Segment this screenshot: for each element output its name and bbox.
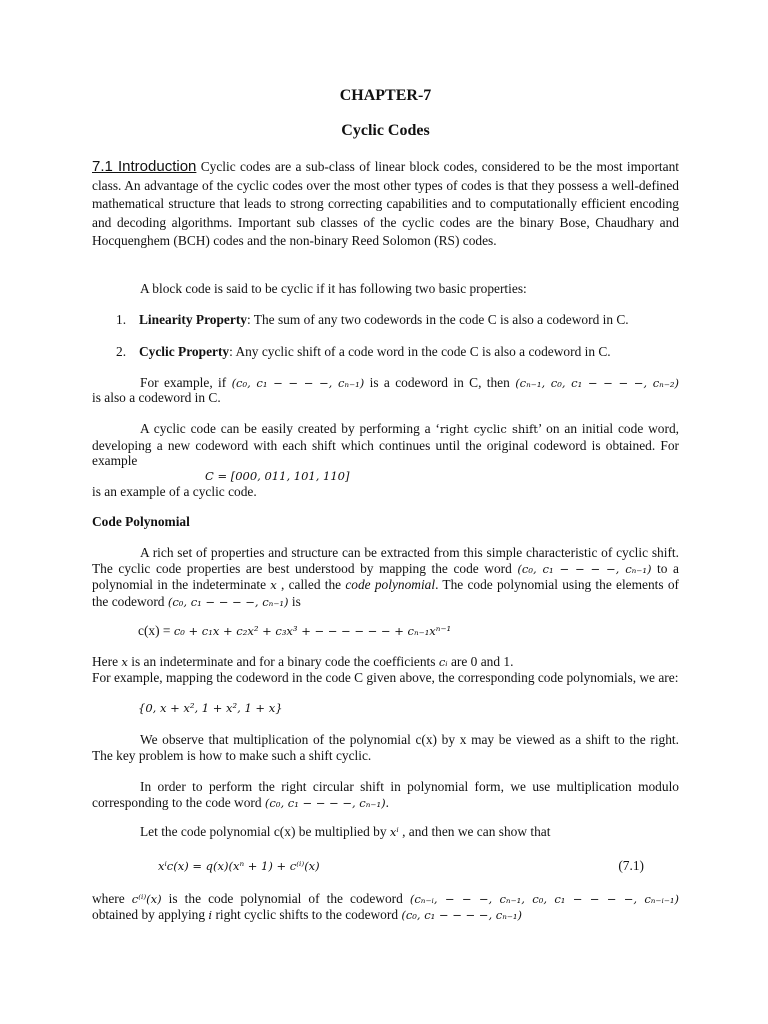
chapter-label: CHAPTER-7: [339, 87, 432, 104]
modulo-paragraph: [92, 779, 679, 811]
poly-text: A rich set of properties and structure can be extracted from this simple characteristic of cyclic shift. The cyclic code properties are best understood by mapping the code word: [92, 545, 679, 576]
property-item-linearity: [116, 311, 679, 329]
intro-text: Cyclic codes are a sub-class of linear block codes, considered to be the most important class. An advantage of the cyclic codes over the most other types of codes is that they possess a well-defined mathematical structure that leads to strong correcting capabilities and to computationally efficient encoding and decoding algorithms. Important sub classes of the cyclic codes are the binary Bose, Chaudhary and Hocquenghem (BCH) codes and the non-binary Reed Solomon (RS) codes.: [92, 159, 679, 248]
poly-text: Let the code polynomial c(x) be multiplied by: [140, 824, 390, 839]
indeterminate-paragraph: [92, 654, 679, 671]
math-codeword: (c₀, c₁ − − − −, cₙ₋₁): [517, 561, 652, 576]
math-shifted-polynomial: c⁽ⁱ⁾(x): [131, 892, 162, 906]
math-polynomial-set: {0, x + x², 1 + x², 1 + x}: [138, 701, 283, 715]
document-page: [92, 0, 679, 1024]
shift-text: ’ on an initial code word, developing a new codeword with each shift which continues until the original codeword is obtained. For example: [92, 421, 679, 468]
right-cyclic-shift-term: right cyclic shift: [439, 422, 538, 436]
poly-text: right cyclic shifts to the codeword: [212, 907, 402, 922]
poly-text: .: [385, 794, 389, 810]
equation-7-1: [158, 857, 679, 875]
poly-text: where: [92, 891, 132, 906]
math-shifted-codeword: (cₙ₋ᵢ, − − −, cₙ₋₁, c₀, c₁ − − − −, cₙ₋ᵢ₋₁): [409, 892, 679, 906]
poly-text: is an indeterminate and for a binary code the coefficients: [127, 654, 439, 669]
multiply-paragraph: [92, 824, 679, 841]
code-set: [205, 467, 349, 485]
shift-paragraph: [92, 421, 679, 469]
math-coefficient: cᵢ: [438, 655, 448, 669]
math-code-set: C = [000, 011, 101, 110]: [205, 469, 350, 483]
section-heading: 7.1 Introduction: [92, 158, 197, 175]
equation-lhs: c(x) =: [138, 623, 174, 638]
math-codeword: (c₀, c₁ − − − −, cₙ₋₁): [264, 795, 386, 810]
example-text: For example, if: [140, 375, 232, 390]
multiplication-paragraph: We observe that multiplication of the polynomial c(x) by x may be viewed as a shift to the right. The key problem is how to make such a shift cyclic.: [92, 732, 679, 763]
example-text: is a codeword in C, then: [364, 375, 516, 390]
poly-text: is: [288, 593, 301, 609]
polynomial-set: [138, 699, 283, 717]
equation-number: (7.1): [618, 858, 644, 873]
equation-rhs: c₀ + c₁x + c₂x² + c₃x³ + − − − − − − + cₙ₋₁xⁿ⁻¹: [173, 624, 452, 638]
mapping-paragraph: For example, mapping the codeword in the code C given above, the corresponding code polynomials, we are:: [92, 670, 679, 685]
list-number: 1.: [116, 312, 127, 327]
code-polynomial-heading: Code Polynomial: [92, 514, 190, 529]
poly-text: In order to perform the right circular shift in polynomial form, we use multiplication modulo corresponding to the code word: [92, 779, 679, 810]
poly-text: , called the: [276, 577, 346, 592]
math-i: i: [208, 908, 213, 922]
equation-body: xⁱc(x) = q(x)(xⁿ + 1) + c⁽ⁱ⁾(x): [158, 859, 320, 873]
chapter-title: Cyclic Codes: [341, 122, 430, 139]
math-shifted-codeword: (cₙ₋₁, c₀, c₁ − − − −, cₙ₋₂): [515, 376, 679, 390]
poly-text: is the code polynomial of the codeword: [161, 891, 410, 906]
code-polynomial-term: code polynomial: [345, 577, 436, 592]
properties-intro: A block code is said to be cyclic if it has following two basic properties:: [140, 281, 527, 296]
polynomial-paragraph: [92, 545, 679, 610]
math-codeword: (c₀, c₁ − − − −, cₙ₋₁): [231, 376, 365, 390]
shift-conclusion: is an example of a cyclic code.: [92, 484, 257, 499]
intro-paragraph: [92, 158, 679, 251]
where-paragraph: [92, 891, 679, 908]
poly-text: obtained by applying: [92, 907, 209, 922]
property-name: Cyclic Property: [139, 344, 230, 359]
poly-text: to a polynomial in the indeterminate: [92, 560, 679, 592]
math-x: x: [270, 578, 277, 592]
poly-text: are 0 and 1.: [447, 654, 514, 669]
polynomial-equation: [138, 622, 451, 640]
poly-text: . The code polynomial using the elements of the codeword: [92, 577, 679, 609]
property-name: Linearity Property: [139, 312, 247, 327]
list-number: 2.: [116, 344, 127, 359]
poly-text: Here: [92, 654, 122, 669]
property-item-cyclic: [116, 343, 679, 361]
property-text: : Any cyclic shift of a code word in the code C is also a codeword in C.: [229, 344, 611, 359]
poly-text: , and then we can show that: [398, 824, 551, 839]
math-codeword: (c₀, c₁ − − − −, cₙ₋₁): [401, 908, 523, 922]
example-paragraph-end: is also a codeword in C.: [92, 390, 221, 405]
where-paragraph-end: [92, 907, 679, 924]
property-text: : The sum of any two codewords in the code C is also a codeword in C.: [246, 312, 629, 327]
math-codeword: (c₀, c₁ − − − −, cₙ₋₁): [167, 594, 289, 609]
math-x-power-i: xⁱ: [389, 825, 399, 839]
math-x: x: [121, 655, 128, 669]
shift-text: A cyclic code can be easily created by performing a ‘: [140, 421, 440, 436]
